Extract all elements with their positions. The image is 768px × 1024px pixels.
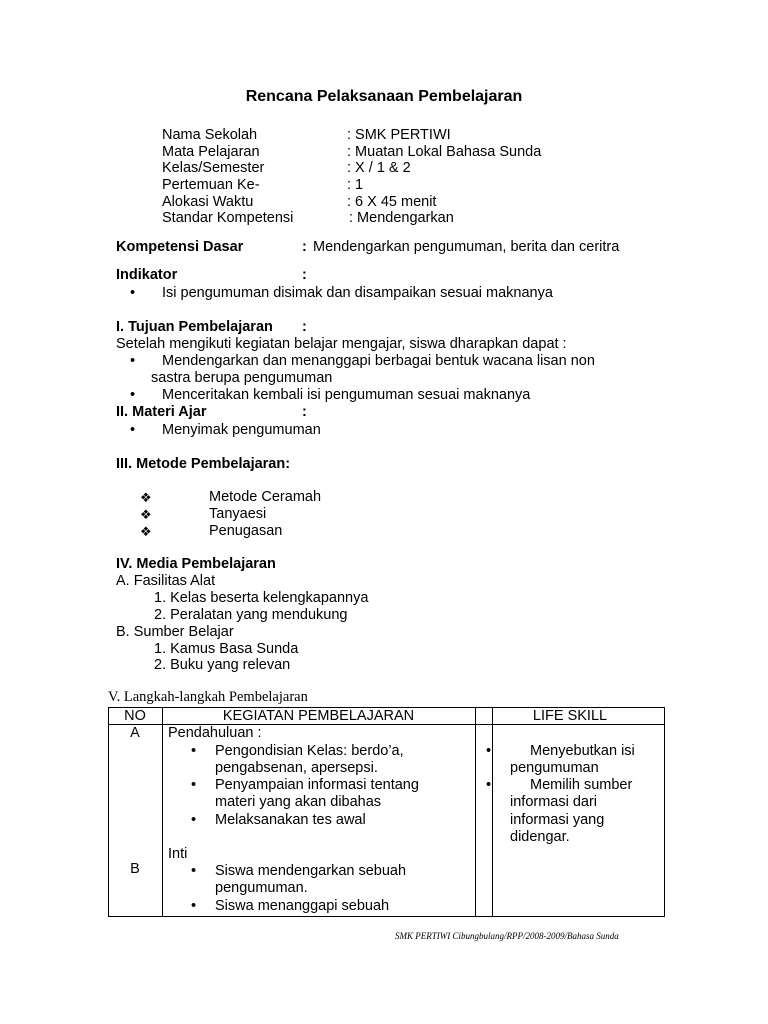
page-title: Rencana Pelaksanaan Pembelajaran: [245, 88, 523, 105]
bullet-icon: •: [191, 777, 197, 793]
media-b-item: 1. Kamus Basa Sunda: [154, 641, 299, 657]
tujuan-item-continuation: sastra berupa pengumuman: [151, 370, 333, 386]
identity-label: Mata Pelajaran: [162, 144, 260, 160]
life-skill-item-continuation: informasi yang: [510, 812, 605, 828]
table-header-life-skill: LIFE SKILL: [532, 708, 608, 724]
kompetensi-label: Kompetensi Dasar: [116, 239, 244, 255]
diamond-icon: ❖: [140, 507, 152, 522]
indikator-colon: :: [302, 267, 307, 283]
bullet-icon: •: [486, 743, 492, 759]
materi-item: Menyimak pengumuman: [162, 422, 321, 438]
bullet-icon: •: [191, 898, 197, 914]
life-skill-item: Menyebutkan isi: [530, 743, 635, 759]
tujuan-intro: Setelah mengikuti kegiatan belajar mengajar, siswa dharapkan dapat :: [116, 336, 567, 352]
inti-label: Inti: [168, 846, 188, 862]
identity-value: : Muatan Lokal Bahasa Sunda: [347, 144, 542, 160]
identity-label: Standar Kompetensi: [162, 210, 294, 226]
bullet-icon: •: [191, 812, 197, 828]
identity-label: Kelas/Semester: [162, 160, 265, 176]
metode-item: Penugasan: [209, 523, 283, 539]
table-header-kegiatan: KEGIATAN PEMBELAJARAN: [222, 708, 415, 724]
table-border: [162, 707, 163, 917]
table-header-no: NO: [124, 708, 146, 724]
kegiatan-item: Penyampaian informasi tentang: [215, 777, 419, 793]
bullet-icon: •: [130, 422, 136, 438]
materi-colon: :: [302, 404, 307, 420]
kompetensi-colon: :: [302, 239, 307, 255]
bullet-icon: •: [130, 353, 136, 369]
bullet-icon: •: [130, 387, 136, 403]
kegiatan-item: Melaksanakan tes awal: [215, 812, 366, 828]
identity-value: : SMK PERTIWI: [347, 127, 451, 143]
identity-value: : Mendengarkan: [349, 210, 454, 226]
bullet-icon: •: [191, 863, 197, 879]
table-border: [492, 916, 665, 917]
bullet-icon: •: [486, 777, 492, 793]
tujuan-colon: :: [302, 319, 307, 335]
tujuan-item: Mendengarkan dan menanggapi berbagai bentuk wacana lisan non: [162, 353, 595, 369]
tujuan-item: Menceritakan kembali isi pengumuman sesuai maknanya: [162, 387, 531, 403]
identity-label: Alokasi Waktu: [162, 194, 254, 210]
diamond-icon: ❖: [140, 524, 152, 539]
indikator-item: Isi pengumuman disimak dan disampaikan sesuai maknanya: [162, 285, 553, 301]
identity-label: Pertemuan Ke-: [162, 177, 260, 193]
metode-label: III. Metode Pembelajaran:: [116, 456, 291, 472]
diamond-icon: ❖: [140, 490, 152, 505]
media-b-label: B. Sumber Belajar: [116, 624, 234, 640]
tujuan-label: I. Tujuan Pembelajaran: [116, 319, 273, 335]
metode-item: Tanyaesi: [209, 506, 267, 522]
langkah-label: V. Langkah-langkah Pembelajaran: [108, 689, 308, 705]
table-row-no: B: [130, 861, 140, 877]
media-label: IV. Media Pembelajaran: [116, 556, 276, 572]
kegiatan-item-continuation: pengabsenan, apersepsi.: [215, 760, 378, 776]
kegiatan-item: Siswa mendengarkan sebuah: [215, 863, 407, 879]
table-border: [664, 707, 665, 917]
kegiatan-item: Pengondisian Kelas: berdo’a,: [215, 743, 404, 759]
media-a-label: A. Fasilitas Alat: [116, 573, 216, 589]
kegiatan-item-continuation: materi yang akan dibahas: [215, 794, 382, 810]
life-skill-item-continuation: didengar.: [510, 829, 570, 845]
kegiatan-item: Siswa menanggapi sebuah: [215, 898, 390, 914]
indikator-label: Indikator: [116, 267, 178, 283]
materi-label: II. Materi Ajar: [116, 404, 207, 420]
media-b-item: 2. Buku yang relevan: [154, 657, 291, 673]
identity-value: : X / 1 & 2: [347, 160, 411, 176]
table-border: [492, 707, 493, 917]
identity-label: Nama Sekolah: [162, 127, 258, 143]
media-a-item: 1. Kelas beserta kelengkapannya: [154, 590, 369, 606]
media-a-item: 2. Peralatan yang mendukung: [154, 607, 348, 623]
bullet-icon: •: [130, 285, 136, 301]
table-row-no: A: [130, 725, 140, 741]
life-skill-item-continuation: informasi dari: [510, 794, 598, 810]
table-border: [475, 707, 476, 917]
pendahuluan-label: Pendahuluan :: [168, 725, 262, 741]
identity-value: : 1: [347, 177, 364, 193]
life-skill-item-continuation: pengumuman: [510, 760, 599, 776]
kegiatan-item-continuation: pengumuman.: [215, 880, 308, 896]
kompetensi-value: Mendengarkan pengumuman, berita dan ceritra: [313, 239, 620, 255]
page-footer: SMK PERTIWI Cibungbulang/RPP/2008-2009/Bahasa Sunda: [395, 931, 619, 941]
bullet-icon: •: [191, 743, 197, 759]
metode-item: Metode Ceramah: [209, 489, 322, 505]
table-border: [108, 916, 493, 917]
identity-value: : 6 X 45 menit: [347, 194, 437, 210]
life-skill-item: Memilih sumber: [530, 777, 633, 793]
